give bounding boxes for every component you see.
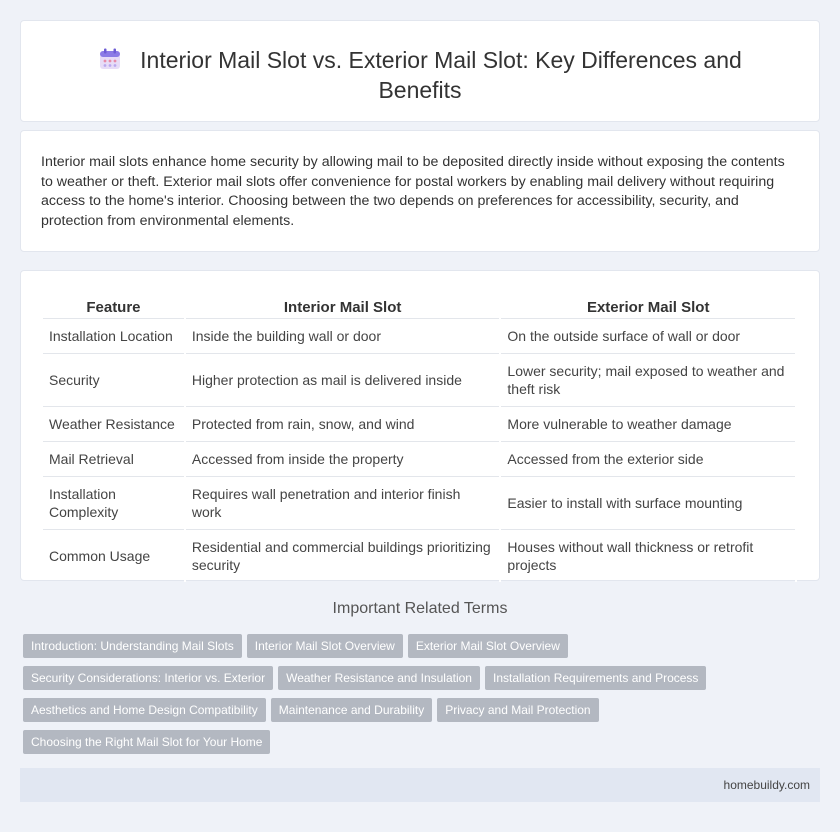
- comparison-table: [43, 295, 797, 582]
- table-cell: Protected from rain, snow, and wind: [185, 407, 501, 442]
- column-header: Exterior Mail Slot: [500, 295, 796, 319]
- table-cell: Residential and commercial buildings prioritizing security: [185, 530, 501, 583]
- table-cell: Higher protection as mail is delivered inside: [185, 354, 501, 407]
- footer: [20, 768, 820, 802]
- related-tag[interactable]: Introduction: Understanding Mail Slots: [23, 634, 242, 658]
- related-tag[interactable]: Maintenance and Durability: [271, 698, 432, 722]
- related-tag[interactable]: Weather Resistance and Insulation: [278, 666, 480, 690]
- table-cell: Houses without wall thickness or retrofit projects: [500, 530, 796, 583]
- table-row: [43, 530, 796, 583]
- column-header: Interior Mail Slot: [185, 295, 501, 319]
- table-cell: Weather Resistance: [43, 407, 185, 442]
- header-card: [20, 20, 820, 122]
- table-row: [43, 442, 796, 477]
- table-header-row: [43, 295, 796, 319]
- related-tag[interactable]: Interior Mail Slot Overview: [247, 634, 403, 658]
- related-tag[interactable]: Choosing the Right Mail Slot for Your Home: [23, 730, 270, 754]
- table-row: [43, 319, 796, 354]
- related-terms-tags: [23, 634, 823, 762]
- table-cell: Security: [43, 354, 185, 407]
- table-cell: More vulnerable to weather damage: [500, 407, 796, 442]
- table-cell: Requires wall penetration and interior finish work: [185, 477, 501, 530]
- table-row: [43, 354, 796, 407]
- table-cell: Mail Retrieval: [43, 442, 185, 477]
- related-tag[interactable]: Aesthetics and Home Design Compatibility: [23, 698, 266, 722]
- table-cell: Common Usage: [43, 530, 185, 583]
- footer-site-link[interactable]: homebuildy.com: [723, 778, 810, 792]
- table-cell: Accessed from the exterior side: [500, 442, 796, 477]
- table-cell: Inside the building wall or door: [185, 319, 501, 354]
- table-cell: Easier to install with surface mounting: [500, 477, 796, 530]
- calendar-icon: [98, 47, 122, 71]
- related-tag[interactable]: Privacy and Mail Protection: [437, 698, 598, 722]
- table-cell: On the outside surface of wall or door: [500, 319, 796, 354]
- page-title-text: Interior Mail Slot vs. Exterior Mail Slot: Key Differences and Benefits: [140, 47, 742, 103]
- comparison-card: [20, 270, 820, 581]
- related-tag[interactable]: Security Considerations: Interior vs. Exterior: [23, 666, 273, 690]
- table-cell: Installation Location: [43, 319, 185, 354]
- intro-card: [20, 130, 820, 252]
- table-cell: Accessed from inside the property: [185, 442, 501, 477]
- page-title: [61, 45, 779, 105]
- intro-paragraph: Interior mail slots enhance home security by allowing mail to be deposited directly inside without exposing the contents to weather or theft. Exterior mail slots offer convenience for postal workers by enabling mail delivery without requiring access to the home's interior. Choosing between the two depends on preferences for accessibility, security, and protection from environmental elements.: [41, 154, 785, 229]
- column-header: Feature: [43, 295, 185, 319]
- table-row: [43, 477, 796, 530]
- related-tag[interactable]: Installation Requirements and Process: [485, 666, 706, 690]
- related-tag[interactable]: Exterior Mail Slot Overview: [408, 634, 568, 658]
- table-cell: Lower security; mail exposed to weather and theft risk: [500, 354, 796, 407]
- related-terms-title: Important Related Terms: [332, 600, 508, 617]
- table-cell: Installation Complexity: [43, 477, 185, 530]
- table-row: [43, 407, 796, 442]
